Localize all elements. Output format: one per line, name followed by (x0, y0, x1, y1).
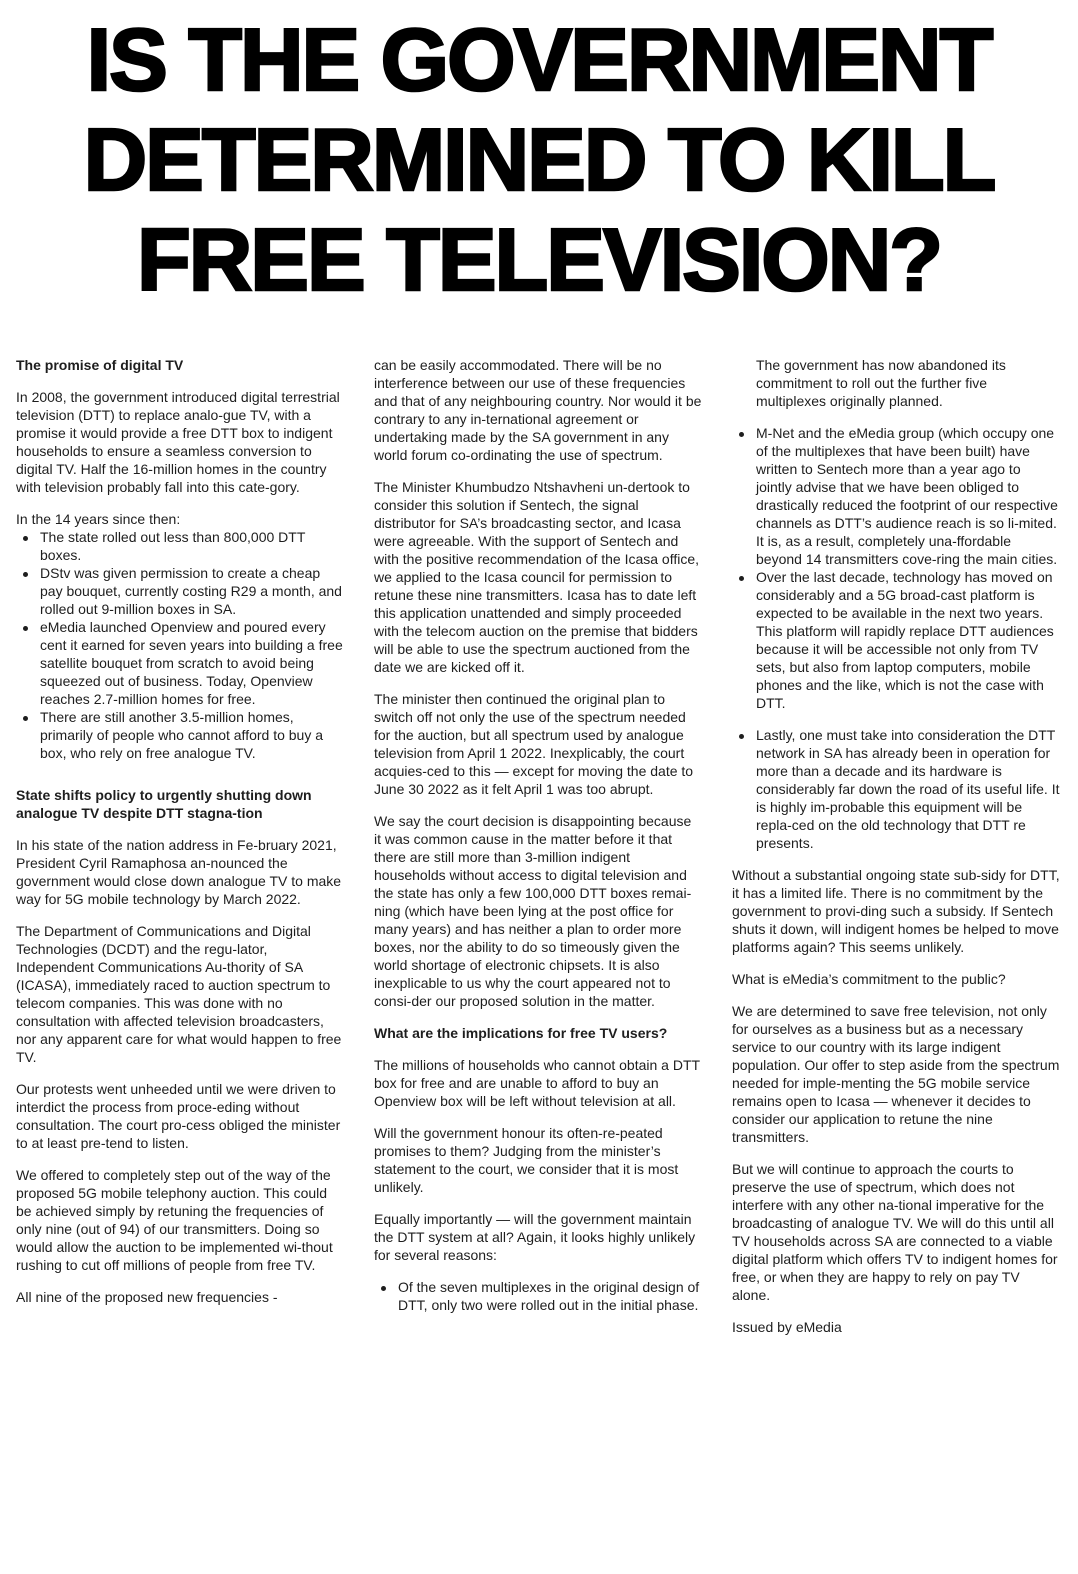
headline-line-3: FREE TELEVISION? (136, 210, 942, 309)
section-heading-emedia-commitment: What is eMedia’s commitment to the public? (732, 971, 1006, 987)
paragraph: The millions of households who cannot obtain a DTT box for free and are unable to afford to buy an Openview box will be left without television at all. (374, 1057, 700, 1109)
section-heading-implications: What are the implications for free TV users? (374, 1025, 668, 1041)
section-heading-promise: The promise of digital TV (16, 357, 184, 373)
paragraph: The minister then continued the original plan to switch off not only the use of the spectrum needed for the auction, but all spectrum used by analogue television from April 1 2022. Inexplicably, the court acquies-ced to this — except for moving the date to June 30 2022 as it felt April 1 was too abrupt. (374, 691, 694, 797)
column-2 (374, 356, 702, 1336)
headline-line-2: DETERMINED TO KILL (83, 110, 995, 209)
article-columns (0, 356, 1078, 1336)
paragraph: Will the government honour its often-re-peated promises to them? Judging from the minister’s statement to the court, we consider that it is most unlikely. (374, 1125, 679, 1195)
bullet-item: Lastly, one must take into consideration the DTT network in SA has already been in operation for more than a decade and its hardware is considerably far down the road of its useful life. It is highly im-probable this equipment will be repla-ced on the old technology that DTT re presents. (732, 726, 1060, 852)
bullet-list-14-years (16, 528, 344, 762)
bullet-continuation-paragraph: The government has now abandoned its commitment to roll out the further five multiplexes originally planned. (756, 357, 1006, 409)
section-heading-state-shifts: State shifts policy to urgently shutting down analogue TV despite DTT stagna-tion (16, 787, 312, 821)
main-headline (6, 10, 1072, 310)
bullet-item: The state rolled out less than 800,000 DTT boxes. (16, 528, 344, 564)
list-intro: In the 14 years since then: (16, 511, 181, 527)
headline-line-1: IS THE GOVERNMENT (86, 10, 992, 109)
bullet-item: Over the last decade, technology has moved on considerably and a 5G broad-cast platform is expected to be available in the next two years. This platform will rapidly replace DTT audiences because it will be accessible not only from TV sets, but also from laptop computers, mobile phones and the like, which is not the case with DTT. (732, 568, 1060, 712)
advert-page (0, 10, 1078, 1574)
paragraph: Without a substantial ongoing state sub-sidy for DTT, it has a limited life. There is no commitment by the government to provi-ding such a subsidy. If Sentech shuts it down, will indigent homes be helped to move platforms again? This seems unlikely. (732, 867, 1060, 955)
paragraph: In 2008, the government introduced digital terrestrial television (DTT) to replace analo-gue TV, with a promise it would provide a free DTT box to indigent households to ensure a seamless conversion to digital TV. Half the 16-million homes in the country with television probably fall into this cate-gory. (16, 389, 340, 495)
bullet-item: M-Net and the eMedia group (which occupy one of the multiplexes that have been built) have written to Sentech more than a year ago to jointly advise that we have been obliged to drastically reduced the footprint of our respective channels as DTT’s audience reach is so li-mited. It is, as a result, completely una-ffordable beyond 14 transmitters cove-ring the main cities. (732, 424, 1060, 568)
paragraph: In his state of the nation address in Fe-bruary 2021, President Cyril Ramaphosa an-nounced the government would close down analogue TV to make way for 5G mobile technology by March 2022. (16, 837, 342, 907)
paragraph: All nine of the proposed new frequencies - (16, 1289, 278, 1305)
bullet-list-reasons-continued (732, 424, 1060, 852)
paragraph: can be easily accommodated. There will be no interference between our use of these frequencies and that of any neighbouring country. Nor would it be contrary to any in-ternational agreement or undertaking made by the SA government in any world forum co-ordinating the use of spectrum. (374, 357, 702, 463)
paragraph: We offered to completely step out of the way of the proposed 5G mobile telephony auction. This could be achieved simply by retuning the frequencies of only nine (out of 94) of our transmitters. Doing so would allow the auction to be implemented wi-thout rushing to cut off millions of people from free TV. (16, 1167, 333, 1273)
column-1 (16, 356, 344, 1336)
paragraph: The Department of Communications and Digital Technologies (DCDT) and the regu-lator, Independent Communications Au-thority of SA (ICASA), immediately raced to auction spectrum to telecom companies. This was done with no consultation with affected television broadcasters, nor any apparent care for what would happen to free TV. (16, 923, 342, 1065)
signoff: Issued by eMedia (732, 1319, 842, 1335)
bullet-item: DStv was given permission to create a cheap pay bouquet, currently costing R29 a month, and rolled out 9-million boxes in SA. (16, 564, 344, 618)
paragraph: The Minister Khumbudzo Ntshavheni un-dertook to consider this solution if Sentech, the signal distributor for SA’s broadcasting sector, and Icasa were agreeable. With the support of Sentech and with the positive recommendation of the Icasa office, we applied to the Icasa council for permission to retune these nine transmitters. Icasa has to date left this application unattended and simply proceeded with the telecom auction on the premise that bidders will be able to use the spectrum auctioned from the date we are kicked off it. (374, 479, 700, 675)
paragraph: We are determined to save free television, not only for ourselves as a business but as a necessary service to our country with its large indigent population. Our offer to step aside from the spectrum needed for imple-menting the 5G mobile service remains open to Icasa — whenever it decides to consider our application to retune the nine transmitters. (732, 1003, 1060, 1145)
bullet-item: eMedia launched Openview and poured every cent it earned for seven years into building a free satellite bouquet from scratch to avoid being squeezed out of business. Today, Openview reaches 2.7-million homes for free. (16, 618, 344, 708)
paragraph: But we will continue to approach the courts to preserve the use of spectrum, which does not interfere with any other na-tional imperative for the broadcasting of analogue TV. We will do this until all TV households across SA are connected to a viable digital platform which offers TV to indigent homes for free, or when they are happy to rely on pay TV alone. (732, 1161, 1058, 1303)
paragraph: We say the court decision is disappointing because it was common cause in the matter before it that there are still more than 3-million indigent households without access to digital television and the state has only a few 100,000 DTT boxes remai-ning (which have been lying at the post office for many years) and has neither a plan to order more boxes, nor the ability to do so timeously given the world shortage of electronic chipsets. It is also inexplicable to us why the court appeared not to consi-der our proposed solution in the matter. (374, 813, 692, 1009)
paragraph: Our protests went unheeded until we were driven to interdict the process from proce-eding without consultation. The court pro-cess obliged the minister to at least pre-tend to listen. (16, 1081, 341, 1151)
bullet-item: There are still another 3.5-million homes, primarily of people who cannot afford to buy a box, who rely on free analogue TV. (16, 708, 344, 762)
bullet-list-reasons (374, 1278, 702, 1314)
bullet-item: Of the seven multiplexes in the original design of DTT, only two were rolled out in the initial phase. (374, 1278, 702, 1314)
column-3 (732, 356, 1060, 1336)
paragraph: Equally importantly — will the government maintain the DTT system at all? Again, it looks highly unlikely for several reasons: (374, 1211, 696, 1263)
